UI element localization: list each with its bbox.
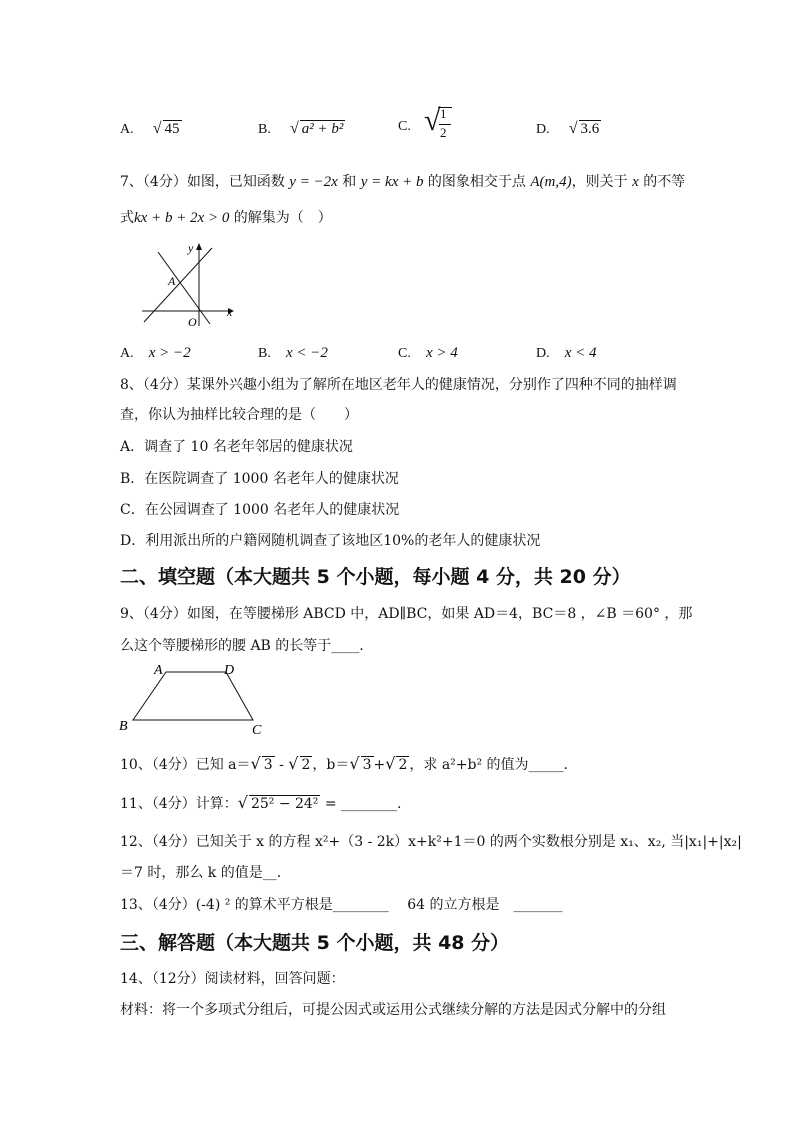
q12-line1: 12、（4分）已知关于 x 的方程 x²+（3 - 2k）x+k²+1＝0 的两个实数根分别是 x₁、x₂, 当|x₁|+|x₂| bbox=[120, 834, 742, 850]
q8-line2: 查，你认为抽样比较合理的是（ ） bbox=[120, 407, 358, 423]
q8-option-d: D．利用派出所的户籍网随机调查了该地区10%的老年人的健康状况 bbox=[120, 533, 541, 549]
q6-a-expr: 45 bbox=[164, 121, 180, 137]
q6-c-den: 2 bbox=[440, 125, 447, 140]
q12-line2: ＝7 时，那么 k 的值是__. bbox=[120, 865, 282, 881]
q8-line1: 8、（4分）某课外兴趣小组为了解所在地区老年人的健康情况，分别作了四种不同的抽样调 bbox=[120, 377, 677, 393]
q8-option-a: A．调查了 10 名老年邻居的健康状况 bbox=[120, 439, 353, 455]
q14-line1: 14、（12分）阅读材料，回答问题： bbox=[120, 971, 345, 987]
q6-b-expr: a² + b² bbox=[301, 121, 344, 137]
q7-option-b: B. x < −2 bbox=[258, 345, 328, 361]
q7-y-arrow bbox=[196, 243, 202, 250]
q7-option-d: D. x < 4 bbox=[536, 345, 597, 361]
q13-line: 13、（4分）(-4) ² 的算术平方根是________ 64 的立方根是 _______ bbox=[120, 897, 563, 913]
q7-option-c: C. x > 4 bbox=[398, 345, 458, 361]
q6-option-a: A. √ 45 bbox=[120, 120, 180, 137]
q8-option-c: C．在公园调查了 1000 名老年人的健康状况 bbox=[120, 502, 400, 518]
q9-label-a: A bbox=[154, 663, 163, 678]
section-answer-heading: 三、解答题（本大题共 5 个小题，共 48 分） bbox=[120, 932, 510, 954]
q9-label-d: D bbox=[224, 663, 235, 678]
q7-option-a: A. x > −2 bbox=[120, 345, 191, 361]
q9-trapezoid-figure bbox=[116, 660, 276, 740]
q9-line2: 么这个等腰梯形的腰 AB 的长等于____. bbox=[120, 638, 364, 654]
q7-label-a: A bbox=[168, 274, 176, 288]
q7-label-x: x bbox=[227, 305, 233, 319]
q8-option-b: B．在医院调查了 1000 名老年人的健康状况 bbox=[120, 471, 399, 487]
q6-option-d: D. √ 3.6 bbox=[536, 120, 600, 137]
q7-label-o: O bbox=[188, 315, 197, 329]
q7-line2: 式kx + b + 2x > 0 的解集为（ ） bbox=[120, 210, 332, 226]
q9-trapezoid bbox=[133, 672, 253, 720]
q6-d-expr: 3.6 bbox=[580, 121, 600, 137]
q14-line2: 材料：将一个多项式分组后，可提公因式或运用公式继续分解的方法是因式分解中的分组 bbox=[120, 1002, 666, 1018]
q7-line1: 7、（4分）如图，已知函数 y = −2x 和 y = kx + b 的图象相交于点 A(m,4)，则关于 x 的不等 bbox=[120, 174, 686, 190]
section-fill-in-heading: 二、填空题（本大题共 5 个小题，每小题 4 分，共 20 分） bbox=[120, 566, 631, 588]
q9-label-b: B bbox=[119, 719, 128, 734]
q6-c-num: 1 bbox=[440, 106, 447, 121]
q10-line: 10、（4分）已知 a＝√ 3 - √ 2 ，b＝√ 3 +√ 2 ，求 a²+b² 的值为_____. bbox=[120, 754, 568, 773]
q9-line1: 9、（4分）如图，在等腰梯形 ABCD 中，AD∥BC，如果 AD＝4，BC＝8 ，∠B ＝60° ，那 bbox=[120, 606, 693, 622]
q7-graph bbox=[138, 238, 238, 330]
q11-line: 11、（4分）计算：√ 25² − 24² = ________. bbox=[120, 793, 402, 812]
q7-line-neg2x bbox=[158, 252, 210, 324]
q7-label-y: y bbox=[188, 241, 194, 255]
q9-label-c: C bbox=[252, 723, 262, 738]
q6-option-b: B. √ a² + b² bbox=[258, 120, 344, 137]
